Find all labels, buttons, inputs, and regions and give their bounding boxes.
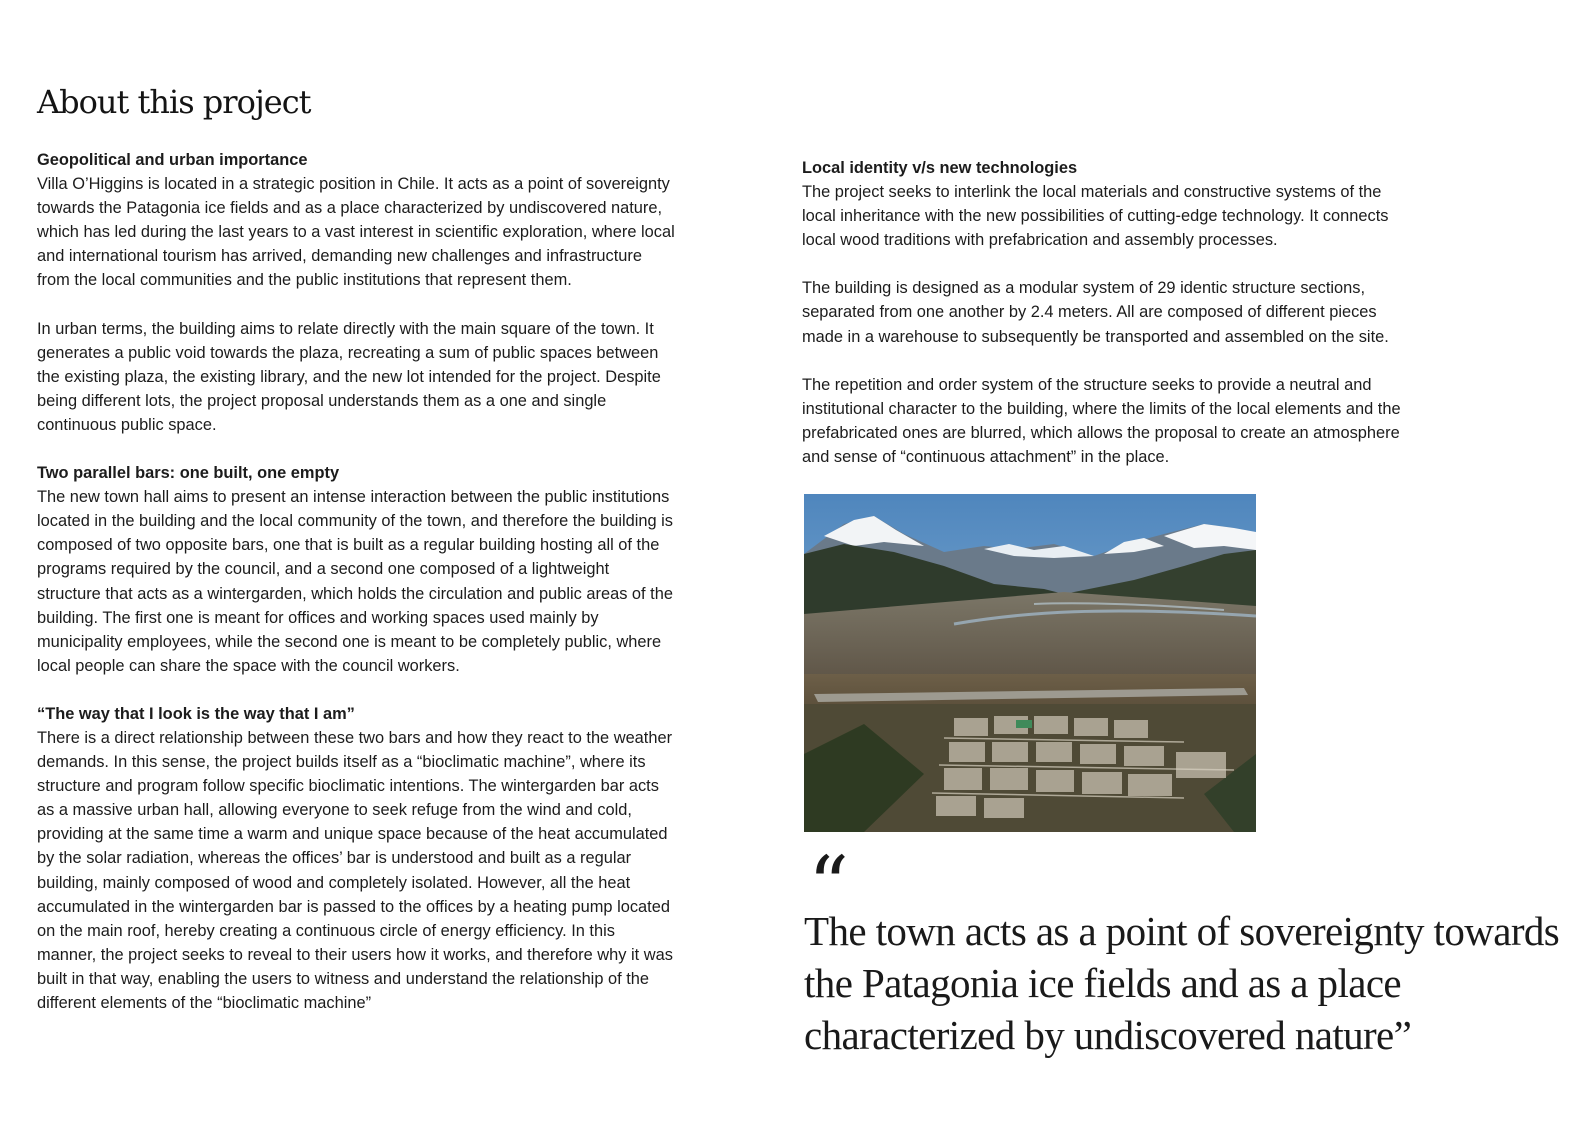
paragraph: The project seeks to interlink the local materials and constructive systems of the local inheritance with the new possibilities of cutting-edge technology. It connects local wood traditions with prefabrication and assembly processes. [802,183,1389,250]
section-heading: “The way that I look is the way that I am” [37,704,355,723]
paragraph: There is a direct relationship between these two bars and how they react to the weather demands. In this sense, the project builds itself as a “bioclimatic machine”, where its structure and program follow specific bioclimatic intentions. The wintergarden bar acts as a massive urban hall, allowing everyone to seek refuge from the wind and cold, providing at the same time a warm and unique space because of the heat accumulated by the solar radiation, whereas the offices’ bar is understood and built as a regular building, mainly composed of wood and completely isolated. However, all the heat accumulated in the wintergarden bar is passed to the offices by a heating pump located on the main roof, hereby creating a continuous circle of energy efficiency. In this manner, the project seeks to reveal to their users how it works, and therefore why it was built in that way, enabling the users to witness and understand the relationship of the different elements of the “bioclimatic machine” [37,728,673,1012]
left-column [37,148,677,1039]
quote-mark: “ [808,839,849,932]
section-parallel-bars [37,461,677,678]
paragraph: The building is designed as a modular system of 29 identic structure sections, separated from one another by 2.4 meters. All are composed of different pieces made in a warehouse to subsequently be transported and assembled on the site. [802,279,1389,346]
aerial-photo-illustration [804,494,1256,832]
page-title: About this project [37,83,311,121]
paragraph: Villa O’Higgins is located in a strategic position in Chile. It acts as a point of sovereignty towards the Patagonia ice fields and as a place characterized by undiscovered nature, which has led during the last years to a vast interest in scientific exploration, where local and international tourism has arrived, demanding new challenges and infrastructure from the local communities and the public institutions that represent them. [37,175,675,290]
paragraph: The new town hall aims to present an intense interaction between the public institutions located in the building and the local community of the town, and therefore the building is composed of two opposite bars, one that is built as a regular building hosting all of the programs required by the council, and a second one composed of a lightweight structure that acts as a wintergarden, which holds the circulation and public areas of the building. The first one is meant for offices and working spaces used mainly by municipality employees, while the second one is meant to be completely public, where local people can share the space with the council workers. [37,488,673,675]
paragraph: The repetition and order system of the structure seeks to provide a neutral and institutional character to the building, where the limits of the local elements and the prefabricated ones are blurred, which allows the proposal to create an atmosphere and sense of “continuous attachment” in the place. [802,375,1401,466]
aerial-town-photo [804,494,1256,832]
section-geopolitical [37,148,677,437]
section-heading: Geopolitical and urban importance [37,151,308,169]
section-the-way-i-look [37,702,677,1015]
pull-quote: The town acts as a point of sovereignty towards the Patagonia ice fields and as a place characterized by undiscovered nature” [804,908,1560,1058]
section-heading: Local identity v/s new technologies [802,159,1078,177]
right-column [802,156,1412,469]
paragraph: In urban terms, the building aims to relate directly with the main square of the town. It generates a public void towards the plaza, recreating a sum of public spaces between the existing plaza, the existing library, and the new lot intended for the project. Despite being different lots, the project proposal understands them as a one and single continuous public space. [37,319,661,434]
section-heading: Two parallel bars: one built, one empty [37,464,340,483]
